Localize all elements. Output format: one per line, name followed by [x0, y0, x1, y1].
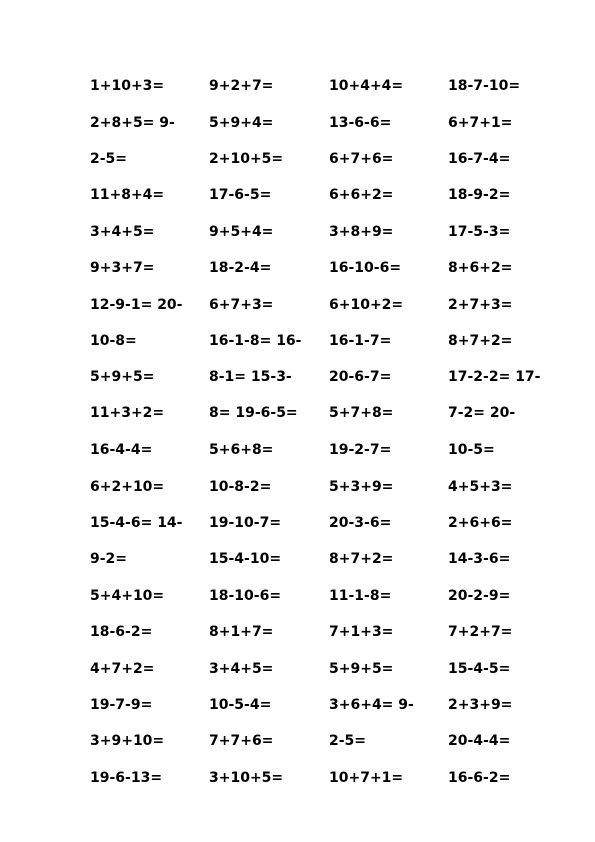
problem-cell: 2+3+9=	[448, 697, 513, 713]
problem-cell: 20-3-6=	[329, 515, 392, 531]
problem-cell: 1+10+3=	[90, 78, 165, 94]
problem-cell: 8+6+2=	[448, 260, 513, 276]
problem-row	[0, 331, 595, 351]
problem-cell: 3+4+5=	[90, 224, 155, 240]
problem-cell: 5+9+5=	[90, 369, 155, 385]
problem-cell: 8+7+2=	[448, 333, 513, 349]
problem-cell: 18-6-2=	[90, 624, 153, 640]
problem-cell: 19-10-7=	[209, 515, 282, 531]
problem-row	[0, 258, 595, 278]
problem-cell: 7+1+3=	[329, 624, 394, 640]
problem-cell: 9+5+4=	[209, 224, 274, 240]
problem-row	[0, 768, 595, 788]
problem-cell: 2+7+3=	[448, 297, 513, 313]
problem-cell: 5+3+9=	[329, 479, 394, 495]
problem-cell: 3+10+5=	[209, 770, 284, 786]
problem-cell: 16-10-6=	[329, 260, 402, 276]
problem-cell: 8-1= 15-3-	[209, 369, 292, 385]
problem-cell: 20-6-7=	[329, 369, 392, 385]
problem-cell: 14-3-6=	[448, 551, 511, 567]
problem-cell: 2-5=	[90, 151, 128, 167]
problem-row	[0, 222, 595, 242]
problem-cell: 4+7+2=	[90, 661, 155, 677]
problem-cell: 17-6-5=	[209, 187, 272, 203]
problem-cell: 11+8+4=	[90, 187, 165, 203]
problem-row	[0, 513, 595, 533]
problem-row	[0, 440, 595, 460]
problem-row	[0, 477, 595, 497]
problem-row	[0, 586, 595, 606]
problem-cell: 8+7+2=	[329, 551, 394, 567]
problem-cell: 19-7-9=	[90, 697, 153, 713]
problem-cell: 12-9-1= 20-	[90, 297, 183, 313]
problem-cell: 15-4-5=	[448, 661, 511, 677]
problem-cell: 15-4-6= 14-	[90, 515, 183, 531]
problem-cell: 16-6-2=	[448, 770, 511, 786]
problem-cell: 6+6+2=	[329, 187, 394, 203]
problem-row	[0, 149, 595, 169]
problem-cell: 5+4+10=	[90, 588, 165, 604]
problem-cell: 17-2-2= 17-	[448, 369, 541, 385]
problem-row	[0, 549, 595, 569]
problem-row	[0, 622, 595, 642]
problem-row	[0, 659, 595, 679]
problem-row	[0, 695, 595, 715]
problem-cell: 4+5+3=	[448, 479, 513, 495]
problem-cell: 10-5-4=	[209, 697, 272, 713]
problem-cell: 2+8+5= 9-	[90, 115, 175, 131]
problem-cell: 18-7-10=	[448, 78, 521, 94]
problem-cell: 13-6-6=	[329, 115, 392, 131]
problem-cell: 3+8+9=	[329, 224, 394, 240]
problem-cell: 5+9+4=	[209, 115, 274, 131]
problem-cell: 10-8-2=	[209, 479, 272, 495]
problem-cell: 6+2+10=	[90, 479, 165, 495]
problem-cell: 18-2-4=	[209, 260, 272, 276]
problem-cell: 16-4-4=	[90, 442, 153, 458]
problem-cell: 17-5-3=	[448, 224, 511, 240]
problem-cell: 19-6-13=	[90, 770, 163, 786]
problem-cell: 9-2=	[90, 551, 128, 567]
problem-cell: 5+6+8=	[209, 442, 274, 458]
problem-cell: 10+7+1=	[329, 770, 404, 786]
problem-row	[0, 367, 595, 387]
problem-cell: 8+1+7=	[209, 624, 274, 640]
problem-row	[0, 113, 595, 133]
problem-row	[0, 731, 595, 751]
problem-cell: 3+4+5=	[209, 661, 274, 677]
problem-cell: 16-7-4=	[448, 151, 511, 167]
problem-cell: 7+7+6=	[209, 733, 274, 749]
problem-cell: 10-5=	[448, 442, 495, 458]
problem-cell: 20-4-4=	[448, 733, 511, 749]
problem-cell: 3+6+4= 9-	[329, 697, 414, 713]
problem-row	[0, 76, 595, 96]
problem-cell: 6+10+2=	[329, 297, 404, 313]
problem-row	[0, 185, 595, 205]
problem-cell: 5+7+8=	[329, 405, 394, 421]
problem-cell: 11+3+2=	[90, 405, 165, 421]
problem-cell: 6+7+6=	[329, 151, 394, 167]
problem-cell: 20-2-9=	[448, 588, 511, 604]
problem-cell: 3+9+10=	[90, 733, 165, 749]
problem-cell: 2-5=	[329, 733, 367, 749]
problem-cell: 5+9+5=	[329, 661, 394, 677]
problem-cell: 10-8=	[90, 333, 137, 349]
problem-cell: 6+7+1=	[448, 115, 513, 131]
problem-cell: 11-1-8=	[329, 588, 392, 604]
problem-cell: 9+2+7=	[209, 78, 274, 94]
problem-cell: 18-9-2=	[448, 187, 511, 203]
problem-cell: 7-2= 20-	[448, 405, 516, 421]
problem-cell: 18-10-6=	[209, 588, 282, 604]
problem-cell: 6+7+3=	[209, 297, 274, 313]
problem-cell: 16-1-7=	[329, 333, 392, 349]
problem-cell: 9+3+7=	[90, 260, 155, 276]
problem-row	[0, 295, 595, 315]
problem-cell: 10+4+4=	[329, 78, 404, 94]
problem-cell: 7+2+7=	[448, 624, 513, 640]
problem-row	[0, 403, 595, 423]
problem-cell: 8= 19-6-5=	[209, 405, 298, 421]
problem-cell: 16-1-8= 16-	[209, 333, 302, 349]
problem-cell: 15-4-10=	[209, 551, 282, 567]
problem-cell: 2+6+6=	[448, 515, 513, 531]
problem-cell: 2+10+5=	[209, 151, 284, 167]
problem-cell: 19-2-7=	[329, 442, 392, 458]
